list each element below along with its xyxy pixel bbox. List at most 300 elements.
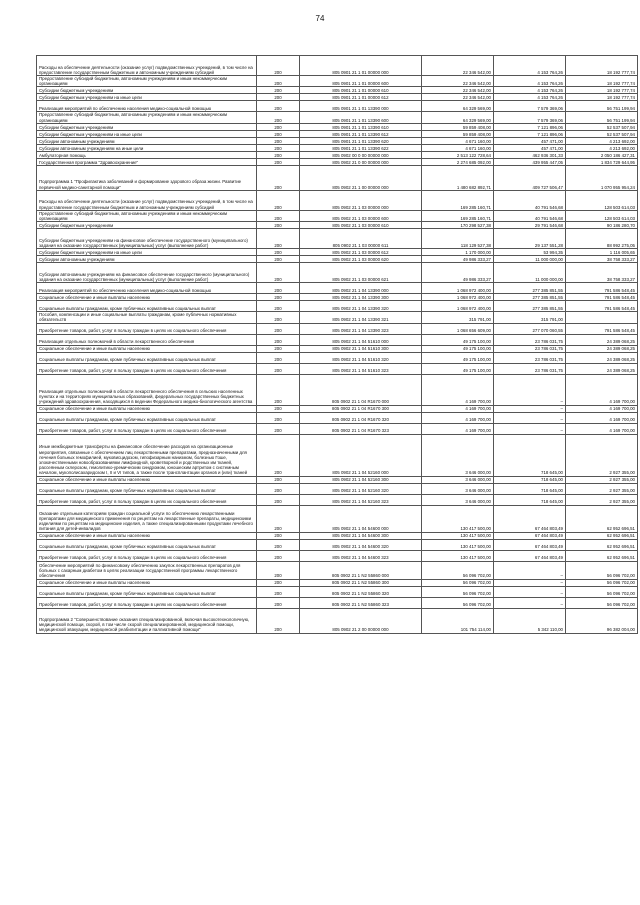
table-row [37,56,638,76]
row-kbk-cell: 805 0902 21 1 04 13390 323 [300,323,422,334]
row-kbk-cell: 805 0902 21 1 04 13390 321 [300,312,422,323]
row-executed-cell: 718 645,00 [494,494,566,505]
row-executed-cell: 439 955 447,05 [494,158,566,165]
row-approved-cell: 3 646 000,00 [422,494,494,505]
row-code-cell: 200 [257,363,300,374]
row-executed-cell: 11 000 000,00 [494,256,566,263]
row-code-cell: 200 [257,561,300,579]
row-remaining-cell: 24 389 068,25 [566,363,638,374]
row-remaining-cell: 56 096 702,00 [566,561,638,579]
row-kbk-cell: 805 0902 21 1 04 52160 000 [300,434,422,476]
row-approved-cell: 49 986 333,27 [422,256,494,263]
table-row [37,249,638,256]
table-row [37,539,638,550]
row-remaining-cell: 2 927 355,00 [566,483,638,494]
row-code-cell: 200 [257,87,300,94]
row-approved-cell: 22 346 542,00 [422,76,494,87]
row-remaining-cell: 791 586 548,45 [566,294,638,301]
row-kbk-cell: 805 0902 21 1 04 51610 000 [300,334,422,345]
row-name-cell: Социальные выплаты гражданам, кроме публичных нормативных социальных выплат [37,483,257,494]
row-remaining-cell: 1 116 005,65 [566,249,638,256]
row-executed-cell: – [494,586,566,597]
row-name-cell: Социальные выплаты гражданам, кроме публичных нормативных социальных выплат [37,301,257,312]
table-row [37,263,638,283]
row-approved-cell: 101 754 114,00 [422,608,494,633]
row-approved-cell: 49 175 100,00 [422,345,494,352]
row-kbk-cell: 805 0902 21 1 N2 55860 323 [300,597,422,608]
row-remaining-cell: 56 096 702,00 [566,597,638,608]
row-remaining-cell: 62 952 696,51 [566,539,638,550]
row-name-cell: Социальные выплаты гражданам, кроме публичных нормативных социальных выплат [37,539,257,550]
row-code-cell: 200 [257,112,300,123]
row-code-cell: 200 [257,56,300,76]
row-executed-cell: 11 000 000,00 [494,263,566,283]
row-kbk-cell: 805 0902 21 1 04 52160 300 [300,476,422,483]
row-code-cell: 200 [257,483,300,494]
row-executed-cell: 40 791 546,68 [494,190,566,210]
row-approved-cell: 4 671 160,00 [422,144,494,151]
row-remaining-cell: 18 192 777,74 [566,94,638,101]
row-approved-cell: 2 513 122 728,64 [422,151,494,158]
row-executed-cell: 457 471,00 [494,144,566,151]
row-kbk-cell: 805 0902 21 1 03 00000 600 [300,210,422,221]
row-kbk-cell: 805 0902 21 1 04 R1670 000 [300,374,422,405]
row-approved-cell: 49 175 100,00 [422,334,494,345]
row-name-cell: Приобретение товаров, работ, услуг в пользу граждан в целях их социального обеспечения [37,363,257,374]
table-row [37,608,638,633]
row-approved-cell: 64 329 569,00 [422,112,494,123]
row-remaining-cell: 2 927 355,00 [566,434,638,476]
row-kbk-cell: 805 0901 21 1 01 00000 610 [300,87,422,94]
row-code-cell: 200 [257,137,300,144]
row-code-cell: 200 [257,256,300,263]
table-row [37,94,638,101]
row-code-cell: 200 [257,123,300,130]
row-code-cell: 200 [257,586,300,597]
row-remaining-cell: 56 096 702,00 [566,579,638,586]
row-approved-cell: 3 646 000,00 [422,434,494,476]
row-executed-cell: 4 153 764,26 [494,94,566,101]
row-name-cell: Социальные выплаты гражданам, кроме публичных нормативных социальных выплат [37,352,257,363]
row-remaining-cell: 791 586 548,45 [566,323,638,334]
row-name-cell: Иные межбюджетные трансферты на финансовое обеспечение расходов на организационные мероприятия, связанные с обеспечением лиц лекарственными препаратами, предназначенными для лечения больных гемофилией, муковисцидозом, гипофизарным нанизмом, болезнью Гоше, злокачественными новообразованиями лимфоидной, кроветворной и родственных им тканей, рассеянным склерозом, гемолитико-уремическим синдромом, юношеским артритом с системным началом, мукополисахаридозом I, II и VI типов, а также после трансплантации органов и (или) тканей [37,434,257,476]
row-kbk-cell: 805 0902 21 1 04 52160 323 [300,494,422,505]
row-executed-cell: 7 121 896,06 [494,130,566,137]
row-name-cell: Приобретение товаров, работ, услуг в пользу граждан в целях их социального обеспечения [37,323,257,334]
row-remaining-cell: 24 389 068,25 [566,345,638,352]
row-remaining-cell: 24 389 068,25 [566,334,638,345]
table-row [37,256,638,263]
row-code-cell: 200 [257,412,300,423]
row-executed-cell: 23 786 031,75 [494,363,566,374]
row-kbk-cell: 805 0901 21 1 01 13390 600 [300,112,422,123]
row-remaining-cell: 4 169 700,00 [566,405,638,412]
row-approved-cell: 3 646 000,00 [422,483,494,494]
row-executed-cell: 7 579 369,06 [494,112,566,123]
row-executed-cell: 718 645,00 [494,476,566,483]
row-name-cell: Реализация отдельных полномочий в области лекарственного обеспечения в сельских населенных пунктах и на территориях муниципальных образований, федеральных государственных бюджетных учреждений здравоохранения, находящихся в ведении Федерального медико-биологического агентства [37,374,257,405]
table-row [37,101,638,112]
row-code-cell: 200 [257,249,300,256]
row-kbk-cell: 805 0902 21 1 04 52160 320 [300,483,422,494]
row-remaining-cell: 62 952 696,51 [566,550,638,561]
row-remaining-cell: 2 050 186 427,31 [566,151,638,158]
row-remaining-cell: 4 169 700,00 [566,423,638,434]
row-kbk-cell: 805 0901 21 1 01 00000 612 [300,94,422,101]
row-kbk-cell: 805 0902 21 1 00 00000 000 [300,165,422,190]
row-kbk-cell: 805 0902 21 1 03 00000 612 [300,249,422,256]
row-approved-cell: 56 096 702,00 [422,586,494,597]
row-name-cell: Предоставление субсидий бюджетным, автономным учреждениям и иным некоммерческим организациям [37,112,257,123]
table-row [37,597,638,608]
table-row [37,579,638,586]
row-name-cell: Приобретение товаров, работ, услуг в пользу граждан в целях их социального обеспечения [37,550,257,561]
table-row [37,412,638,423]
table-row [37,561,638,579]
row-name-cell: Субсидии бюджетным учреждениям на иные цели [37,94,257,101]
row-remaining-cell: 791 586 548,45 [566,301,638,312]
row-remaining-cell: 52 537 507,94 [566,130,638,137]
row-approved-cell: 169 285 160,71 [422,190,494,210]
table-row [37,363,638,374]
row-executed-cell: 40 791 546,68 [494,210,566,221]
table-row [37,301,638,312]
table-row [37,312,638,323]
row-kbk-cell: 805 0902 21 1 04 R1670 323 [300,423,422,434]
row-approved-cell: 22 346 542,00 [422,94,494,101]
table-row [37,352,638,363]
row-code-cell: 200 [257,345,300,352]
row-name-cell: Субсидии автономным учреждениям на финансовое обеспечение государственного (муниципального) задания на оказание государственных (муниципальных) услуг (выполнение работ) [37,263,257,283]
row-remaining-cell: 4 213 692,00 [566,144,638,151]
row-executed-cell: 7 579 369,06 [494,101,566,112]
table-row [37,165,638,190]
row-executed-cell: – [494,579,566,586]
table-row [37,130,638,137]
row-name-cell: Приобретение товаров, работ, услуг в пользу граждан в целях их социального обеспечения [37,494,257,505]
table-row [37,532,638,539]
row-executed-cell: – [494,561,566,579]
row-code-cell: 200 [257,283,300,294]
row-executed-cell: 277 385 851,55 [494,283,566,294]
row-kbk-cell: 805 0902 21 1 04 54600 300 [300,532,422,539]
table-row [37,374,638,405]
row-code-cell: 200 [257,476,300,483]
row-name-cell: Расходы на обеспечение деятельности (оказание услуг) подведомственных учреждений, в том числе на предоставление государственным бюджетным и автономным учреждениям субсидий [37,190,257,210]
row-approved-cell: 1 170 000,00 [422,249,494,256]
row-approved-cell: 1 068 656 609,00 [422,323,494,334]
row-name-cell: Субсидии бюджетным учреждениям [37,222,257,229]
row-code-cell: 200 [257,374,300,405]
row-code-cell: 200 [257,532,300,539]
row-approved-cell: 1 068 972 400,00 [422,294,494,301]
row-name-cell: Реализация мероприятий по обеспечению населения медико-социальной помощью [37,101,257,112]
budget-table [36,55,638,634]
row-kbk-cell: 805 0901 21 1 01 13390 000 [300,101,422,112]
row-executed-cell: 409 727 506,47 [494,165,566,190]
row-remaining-cell: 18 192 777,74 [566,56,638,76]
row-name-cell: Подпрограмма 2 "Совершенствование оказания специализированной, включая высокотехнологичную, медицинской помощи, скорой, в том числе скорой специализированной, медицинской помощи, медицинской эвакуации, медицинской реабилитации и паллиативной помощи" [37,608,257,633]
row-remaining-cell: 128 503 614,03 [566,190,638,210]
row-kbk-cell: 805 0902 21 1 04 13390 320 [300,301,422,312]
row-kbk-cell: 805 0901 21 1 01 13390 620 [300,137,422,144]
row-executed-cell: – [494,412,566,423]
row-name-cell: Социальное обеспечение и иные выплаты населению [37,476,257,483]
row-code-cell: 200 [257,434,300,476]
row-name-cell: Социальное обеспечение и иные выплаты населению [37,345,257,352]
row-executed-cell: 4 153 764,26 [494,76,566,87]
table-row [37,222,638,229]
row-approved-cell: 169 285 160,71 [422,210,494,221]
row-remaining-cell: 62 952 696,51 [566,532,638,539]
row-name-cell: Реализация мероприятий по обеспечению населения медико-социальной помощью [37,283,257,294]
table-row [37,483,638,494]
row-remaining-cell: 18 192 777,74 [566,76,638,87]
table-row [37,405,638,412]
row-code-cell: 200 [257,597,300,608]
row-approved-cell: 130 417 500,00 [422,539,494,550]
row-name-cell: Реализация отдельных полномочий в области лекарственного обеспечения [37,334,257,345]
row-remaining-cell: 4 169 700,00 [566,412,638,423]
row-approved-cell: 3 646 000,00 [422,476,494,483]
row-name-cell: Социальные выплаты гражданам, кроме публичных нормативных социальных выплат [37,586,257,597]
table-row [37,137,638,144]
row-executed-cell: – [494,597,566,608]
row-approved-cell: 22 346 542,00 [422,56,494,76]
table-row [37,294,638,301]
row-kbk-cell: 805 0902 21 1 04 54600 000 [300,505,422,532]
row-executed-cell: 315 791,00 [494,312,566,323]
row-executed-cell: – [494,374,566,405]
table-row [37,112,638,123]
row-name-cell: Социальное обеспечение и иные выплаты населению [37,532,257,539]
row-executed-cell: 67 464 803,49 [494,532,566,539]
table-row [37,505,638,532]
row-approved-cell: 170 298 527,38 [422,222,494,229]
table-row [37,323,638,334]
row-kbk-cell: 805 0902 21 1 03 00000 621 [300,263,422,283]
row-kbk-cell: 805 0902 21 1 04 13390 300 [300,294,422,301]
row-approved-cell: 4 169 700,00 [422,405,494,412]
row-code-cell: 200 [257,405,300,412]
row-executed-cell: 4 153 764,26 [494,87,566,94]
page-number: 74 [315,14,325,23]
row-executed-cell: – [494,405,566,412]
row-kbk-cell: 805 0902 21 1 03 00000 611 [300,229,422,249]
row-kbk-cell: 805 0902 21 1 04 54600 320 [300,539,422,550]
row-approved-cell: 2 274 685 092,00 [422,158,494,165]
row-code-cell: 200 [257,222,300,229]
row-code-cell: 200 [257,579,300,586]
row-remaining-cell: 56 751 199,94 [566,112,638,123]
row-name-cell: Оказание отдельным категориям граждан социальной услуги по обеспечению лекарственными препаратами для медицинского применения по рецептам на лекарственные препараты, медицинскими изделиями по рецептам на медицинские изделия, а также специализированными продуктами лечебного питания для детей-инвалидов [37,505,257,532]
row-executed-cell: 7 121 896,06 [494,123,566,130]
row-name-cell: Субсидии бюджетным учреждениям [37,123,257,130]
row-executed-cell: 718 645,00 [494,483,566,494]
row-remaining-cell: 1 834 729 644,95 [566,158,638,165]
row-kbk-cell: 805 0902 21 1 03 00000 610 [300,222,422,229]
row-executed-cell: 67 464 803,49 [494,539,566,550]
row-remaining-cell: 88 992 275,05 [566,229,638,249]
row-kbk-cell: 805 0902 21 1 04 54600 323 [300,550,422,561]
row-name-cell: Подпрограмма 1 "Профилактика заболеваний и формирование здорового образа жизни. Развитие первичной медико-санитарной помощи" [37,165,257,190]
row-approved-cell: 56 096 702,00 [422,561,494,579]
row-name-cell: Обеспечение мероприятий по финансовому обеспечению закупок лекарственных препаратов для больных с сахарным диабетом в целях реализации государственной программы лекарственного обеспечения [37,561,257,579]
table-row [37,345,638,352]
row-kbk-cell: 805 0901 21 1 01 13390 622 [300,144,422,151]
row-remaining-cell: 4 169 700,00 [566,374,638,405]
row-kbk-cell: 805 0902 21 1 N2 55860 320 [300,586,422,597]
row-approved-cell: 56 096 702,00 [422,579,494,586]
row-executed-cell: 4 153 764,26 [494,56,566,76]
row-name-cell: Субсидии бюджетным учреждениям на иные цели [37,249,257,256]
row-name-cell: Субсидии автономным учреждениям [37,256,257,263]
row-name-cell: Социальное обеспечение и иные выплаты населению [37,405,257,412]
row-name-cell: Социальное обеспечение и иные выплаты населению [37,294,257,301]
row-remaining-cell: 62 952 696,51 [566,505,638,532]
row-code-cell: 200 [257,210,300,221]
row-remaining-cell: 38 758 333,27 [566,263,638,283]
row-name-cell: Субсидии автономным учреждениям на иные цели [37,144,257,151]
row-approved-cell: 1 480 682 892,71 [422,165,494,190]
row-name-cell: Амбулаторная помощь [37,151,257,158]
table-row [37,423,638,434]
row-executed-cell: 277 385 851,55 [494,294,566,301]
row-remaining-cell: 2 927 355,00 [566,476,638,483]
table-row [37,158,638,165]
table-row [37,476,638,483]
row-kbk-cell: 805 0902 21 1 03 00000 000 [300,190,422,210]
row-name-cell: Социальные выплаты гражданам, кроме публичных нормативных социальных выплат [37,412,257,423]
row-kbk-cell: 805 0902 21 1 04 51610 323 [300,363,422,374]
budget-table-body [37,56,638,634]
row-code-cell: 200 [257,301,300,312]
row-kbk-cell: 805 0901 21 1 01 13390 612 [300,130,422,137]
row-executed-cell: 29 791 546,68 [494,222,566,229]
row-remaining-cell: 56 096 702,00 [566,586,638,597]
row-approved-cell: 130 417 500,00 [422,505,494,532]
row-executed-cell: 67 464 803,49 [494,505,566,532]
row-approved-cell: 59 859 408,00 [422,130,494,137]
row-approved-cell: 1 068 972 400,00 [422,301,494,312]
row-code-cell: 200 [257,294,300,301]
row-code-cell: 200 [257,165,300,190]
row-executed-cell: 718 645,00 [494,434,566,476]
row-code-cell: 200 [257,144,300,151]
row-approved-cell: 49 986 333,27 [422,263,494,283]
row-approved-cell: 130 417 500,00 [422,550,494,561]
row-kbk-cell: 805 0902 21 1 04 51610 300 [300,345,422,352]
table-row [37,434,638,476]
row-code-cell: 200 [257,505,300,532]
row-code-cell: 200 [257,550,300,561]
row-name-cell: Пособия, компенсации и иные социальные выплаты гражданам, кроме публичных нормативных обязательств [37,312,257,323]
row-code-cell: 200 [257,334,300,345]
row-approved-cell: 4 169 700,00 [422,374,494,405]
row-code-cell: 200 [257,423,300,434]
row-code-cell: 200 [257,229,300,249]
row-code-cell: 200 [257,312,300,323]
row-name-cell: Социальное обеспечение и иные выплаты населению [37,579,257,586]
row-name-cell: Субсидии бюджетным учреждениям на финансовое обеспечение государственного (муниципального) задания на оказание государственных (муниципальных) услуг (выполнение работ) [37,229,257,249]
table-row [37,190,638,210]
row-executed-cell: 5 342 110,00 [494,608,566,633]
table-row [37,229,638,249]
row-code-cell: 200 [257,151,300,158]
row-executed-cell: 457 471,00 [494,137,566,144]
row-remaining-cell: 128 503 614,03 [566,210,638,221]
row-kbk-cell: 805 0902 00 0 00 00000 000 [300,151,422,158]
row-code-cell: 200 [257,76,300,87]
row-executed-cell: 277 070 060,55 [494,323,566,334]
row-kbk-cell: 805 0902 21 1 N2 55860 000 [300,561,422,579]
row-kbk-cell: 805 0902 21 1 N2 55860 300 [300,579,422,586]
row-code-cell: 200 [257,190,300,210]
row-approved-cell: 1 068 972 400,00 [422,283,494,294]
row-approved-cell: 315 791,00 [422,312,494,323]
row-approved-cell: 64 329 569,00 [422,101,494,112]
row-remaining-cell [566,312,638,323]
row-code-cell: 200 [257,130,300,137]
row-code-cell: 200 [257,158,300,165]
row-code-cell: 200 [257,494,300,505]
row-approved-cell: 4 169 700,00 [422,423,494,434]
table-row [37,87,638,94]
row-approved-cell: 4 671 160,00 [422,137,494,144]
row-kbk-cell: 805 0902 21 1 04 R1670 320 [300,412,422,423]
row-kbk-cell: 805 0902 21 1 04 13390 000 [300,283,422,294]
row-executed-cell: – [494,423,566,434]
row-name-cell: Предоставление субсидий бюджетным, автономным учреждениям и иным некоммерческим организациям [37,210,257,221]
row-executed-cell: 23 786 031,75 [494,352,566,363]
row-code-cell: 200 [257,352,300,363]
row-remaining-cell: 18 192 777,74 [566,87,638,94]
row-kbk-cell: 805 0902 21 1 04 R1670 300 [300,405,422,412]
row-executed-cell: 23 786 031,75 [494,345,566,352]
table-row [37,210,638,221]
row-approved-cell: 22 346 542,00 [422,87,494,94]
row-name-cell: Субсидии бюджетным учреждениям [37,87,257,94]
row-code-cell: 200 [257,539,300,550]
table-row [37,144,638,151]
row-approved-cell: 4 169 700,00 [422,412,494,423]
row-name-cell: Субсидии автономным учреждениям [37,137,257,144]
row-executed-cell: 277 385 851,55 [494,301,566,312]
row-remaining-cell: 24 389 068,25 [566,352,638,363]
row-code-cell: 200 [257,101,300,112]
row-code-cell: 200 [257,608,300,633]
row-remaining-cell: 52 537 507,94 [566,123,638,130]
row-remaining-cell: 56 751 199,94 [566,101,638,112]
row-remaining-cell: 791 586 548,45 [566,283,638,294]
table-row [37,151,638,158]
table-row [37,494,638,505]
row-name-cell: Приобретение товаров, работ, услуг в пользу граждан в целях их социального обеспечения [37,423,257,434]
row-executed-cell: 29 137 551,28 [494,229,566,249]
row-kbk-cell: 805 0902 21 1 03 00000 620 [300,256,422,263]
table-row [37,283,638,294]
row-code-cell: 200 [257,323,300,334]
row-remaining-cell: 4 213 692,00 [566,137,638,144]
row-code-cell: 200 [257,94,300,101]
row-name-cell: Субсидии бюджетным учреждениям на иные цели [37,130,257,137]
row-kbk-cell: 805 0901 21 1 01 00000 600 [300,76,422,87]
row-name-cell: Расходы на обеспечение деятельности (оказание услуг) подведомственных учреждений, в том числе на предоставление государственным бюджетным и автономным учреждениям субсидий [37,56,257,76]
row-executed-cell: 462 936 301,33 [494,151,566,158]
table-row [37,76,638,87]
row-name-cell: Приобретение товаров, работ, услуг в пользу граждан в целях их социального обеспечения [37,597,257,608]
row-code-cell: 200 [257,263,300,283]
